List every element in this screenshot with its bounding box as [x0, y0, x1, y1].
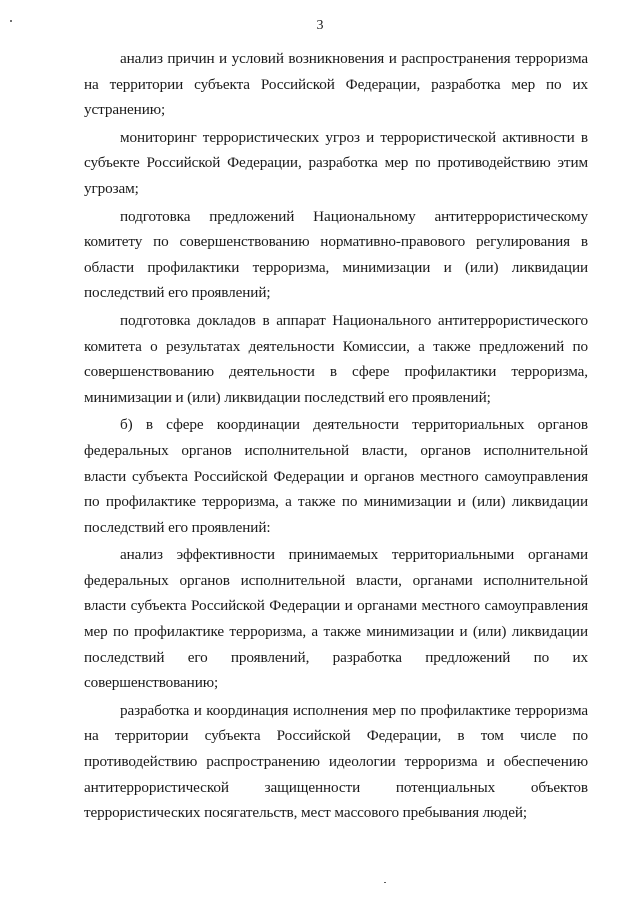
paragraph-coordination-section: б) в сфере координации деятельности территориальных органов федеральных органов исполнительной власти, органов исполнительной власти субъекта Российской Федерации и органов местного самоуправления по профилактике терроризма, а также по минимизации и (или) ликвидации последствий его проявлений: [84, 416, 588, 536]
paragraph-proposals-committee: подготовка предложений Национальному антитеррористическому комитету по совершенствованию нормативно-правового регулирования в области профилактики терроризма, минимизации и (или) ликвидации последствий его проявлений; [84, 207, 588, 302]
paragraph-monitoring-threats: мониторинг террористических угроз и террористической активности в субъекте Российской Федерации, разработка мер по противодействию этим угрозам; [84, 128, 588, 197]
scan-speck [384, 882, 386, 883]
paragraph-analysis-causes: анализ причин и условий возникновения и распространения терроризма на территории субъекта Российской Федерации, разработка мер по их устранению; [84, 50, 588, 119]
paragraph-reports-apparatus: подготовка докладов в аппарат Национального антитеррористического комитета о результатах деятельности Комиссии, а также предложений по совершенствованию деятельности в сфере профилактики терроризма, минимизации и (или) ликвидации последствий его проявлений; [84, 311, 588, 406]
paragraph-measures-coordination: разработка и координация исполнения мер по профилактике терроризма на территории субъекта Российской Федерации, в том числе по противодействию распространению идеологии терроризма и обеспечению антитеррористической защищенности потенциальных объектов террористических посягательств, мест массового пребывания людей; [84, 701, 588, 822]
document-body [84, 46, 588, 828]
paragraph-effectiveness-analysis: анализ эффективности принимаемых территориальными органами федеральных органов исполнительной власти, органами исполнительной власти субъекта Российской Федерации и органами местного самоуправления мер по профилактике терроризма, а также минимизации и (или) ликвидации последствий его проявлений, разработка предложений по их совершенствованию; [84, 546, 588, 692]
page-number: 3 [316, 18, 324, 33]
scan-speck [10, 20, 12, 22]
